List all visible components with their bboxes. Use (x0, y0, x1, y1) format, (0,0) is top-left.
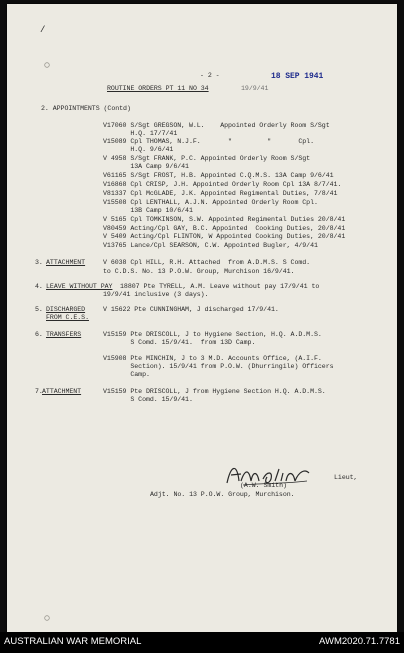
section-2-heading: 2. APPOINTMENTS (Contd) (41, 105, 131, 112)
section-6-line: Section). 15/9/41 from P.O.W. (Dhurringile) Officers (103, 363, 334, 370)
appointment-line: V15089 Cpl THOMAS, N.J.F. " " Cpl. (103, 138, 314, 145)
appointment-line: V81337 Cpl McGLADE, J.K. Appointed Regimental Duties, 7/8/41 (103, 190, 338, 197)
punch-hole-icon (44, 62, 50, 68)
section-4-line: 18807 Pte TYRELL, A.M. Leave without pay 17/9/41 to (120, 283, 320, 290)
signatory-name: (A.W. Smith) (240, 482, 287, 489)
section-5-number: 5. (35, 306, 43, 313)
received-stamp: 18 SEP 1941 (271, 72, 324, 81)
section-4-number: 4. (35, 283, 43, 290)
page-number: - 2 - (200, 72, 220, 79)
section-7-number: 7. (35, 388, 43, 395)
section-3-title: ATTACHMENT (46, 259, 86, 266)
section-7-line: S Comd. 15/9/41. (103, 396, 193, 403)
pencil-mark: / (40, 25, 46, 35)
section-4-title: LEAVE WITHOUT PAY (46, 283, 113, 290)
appointment-line: H.Q. 17/7/41 (103, 130, 178, 137)
section-6-line: V15159 Pte DRISCOLL, J to Hygiene Section, H.Q. A.D.M.S. (103, 331, 322, 338)
section-5-title: DISCHARGED (46, 306, 86, 313)
appointment-line: V17060 S/Sgt GREGSON, W.L. Appointed Orderly Room S/Sgt (103, 122, 330, 129)
appointment-line: H.Q. 9/6/41 (103, 146, 174, 153)
signatory-appointment: Adjt. No. 13 P.O.W. Group, Murchison. (150, 491, 295, 498)
punch-hole-icon (44, 615, 50, 621)
appointment-line: V13765 Lance/Cpl SEARSON, C.W. Appointed Bugler, 4/9/41 (103, 242, 318, 249)
orders-header: ROUTINE ORDERS PT 11 NO 34 (107, 85, 209, 92)
section-3-line: V 6038 Cpl HILL, R.H. Attached from A.D.M.S. S Comd. (103, 259, 311, 266)
section-5-line: V 15622 Pte CUNNINGHAM, J discharged 17/9/41. (103, 306, 279, 313)
orders-date: 19/9/41 (241, 85, 269, 92)
appointment-line: V 4958 S/Sgt FRANK, P.C. Appointed Orderly Room S/Sgt (103, 155, 311, 162)
section-6-number: 6. (35, 331, 43, 338)
section-6-line: Camp. (103, 371, 150, 378)
appointment-line: 13B Camp 10/6/41 (103, 207, 193, 214)
section-3-line: to C.D.S. No. 13 P.O.W. Group, Murchison 16/9/41. (103, 268, 295, 275)
signatory-rank: Lieut, (334, 474, 358, 481)
appointment-line: V 5165 Cpl TOMKINSON, S.W. Appointed Regimental Duties 20/8/41 (103, 216, 346, 223)
section-7-line: V15159 Pte DRISCOLL, J from Hygiene Section H.Q. A.D.M.S. (103, 388, 326, 395)
document-page (7, 4, 397, 632)
section-6-line: S Comd. 15/9/41. from 13D Camp. (103, 339, 256, 346)
section-7-title: ATTACHMENT (42, 388, 82, 395)
section-6-line: V15908 Pte MINCHIN, J to 3 M.D. Accounts Office, (A.I.F. (103, 355, 322, 362)
footer-bar (0, 632, 404, 653)
section-5-title-2: FROM C.E.S. (46, 314, 89, 321)
appointment-line: V15508 Cpl LENTHALL, A.J.N. Appointed Orderly Room Cpl. (103, 199, 318, 206)
section-4-line: 19/9/41 inclusive (3 days). (103, 291, 209, 298)
institution-name: AUSTRALIAN WAR MEMORIAL (4, 636, 142, 647)
appointment-line: V 5409 Acting/Cpl FLINTON, W Appointed Cooking Duties, 20/8/41 (103, 233, 346, 240)
section-3-number: 3. (35, 259, 43, 266)
appointment-line: V80459 Acting/Cpl GAY, B.C. Appointed Cooking Duties, 20/8/41 (103, 225, 346, 232)
section-6-title: TRANSFERS (46, 331, 82, 338)
appointment-line: V61165 S/Sgt FROST, H.B. Appointed C.Q.M.S. 13A Camp 9/6/41 (103, 172, 334, 179)
accession-number: AWM2020.71.7781 (319, 636, 400, 647)
appointment-line: V16868 Cpl CRISP, J.H. Appointed Orderly Room Cpl 13A 8/7/41. (103, 181, 342, 188)
appointment-line: 13A Camp 9/6/41 (103, 163, 189, 170)
